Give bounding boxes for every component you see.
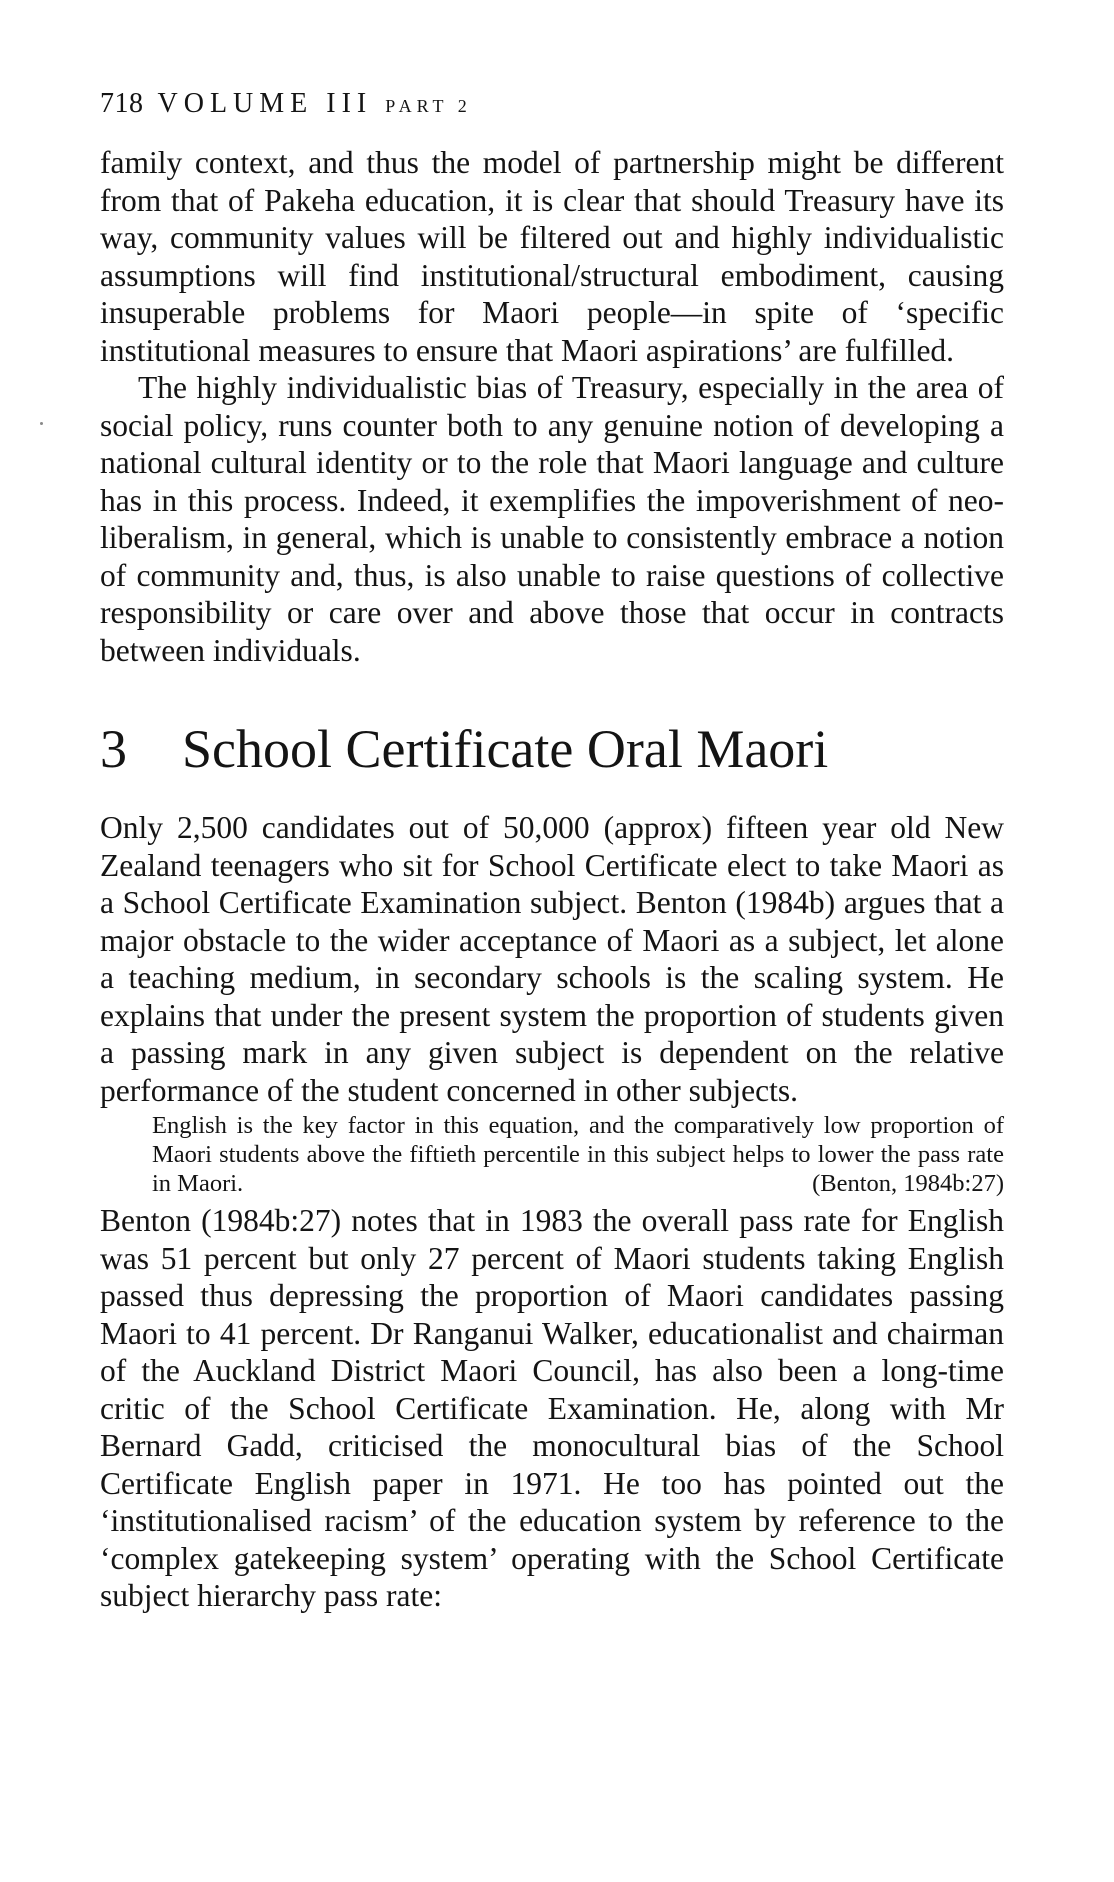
section-title: School Certificate Oral Maori	[182, 719, 829, 779]
paragraph-candidates: Only 2,500 candidates out of 50,000 (approx) fifteen year old New Zealand teenagers who sit for School Certificate elect to take Maori as a School Certificate Examination subject. Benton (1984b) argues that a major obstacle to the wider acceptance of Maori as a subject, let alone a teaching medium, in secondary schools is the scaling system. He explains that under the present system the proportion of students given a passing mark in any given subject is dependent on the relative performance of the student concerned in other subjects.	[100, 810, 1004, 1108]
section-number: 3	[100, 719, 127, 779]
part-label: PART 2	[385, 96, 472, 116]
margin-mark	[40, 422, 43, 425]
page-number: 718	[100, 88, 144, 119]
paragraph-treasury-bias: The highly individualistic bias of Treasury, especially in the area of social policy, runs counter both to any genuine notion of developing a national cultural identity or to the role that Maori language and culture has in this process. Indeed, it exemplifies the impoverishment of neo-liberalism, in general, which is unable to consistently embrace a notion of community and, thus, is also unable to raise questions of collective responsibility or care over and above those that occur in contracts between individuals.	[100, 370, 1004, 668]
document-page	[100, 88, 1004, 1615]
paragraph-continuation: family context, and thus the model of partnership might be different from that of Pakeha education, it is clear that should Treasury have its way, community values will be filtered out and highly individualistic assumptions will find institutional/structural embodiment, causing insuperable problems for Maori people—in spite of ‘specific institutional measures to ensure that Maori aspirations’ are fulfilled.	[100, 145, 1004, 368]
block-quote-text: English is the key factor in this equation, and the comparatively low proportion of Maori students above the fiftieth percentile in this subject helps to lower the pass rate in Maori.	[152, 1112, 1004, 1197]
block-quote	[152, 1111, 1004, 1198]
block-quote-citation: (Benton, 1984b:27)	[812, 1170, 1004, 1197]
paragraph-benton-notes: Benton (1984b:27) notes that in 1983 the overall pass rate for English was 51 percent but only 27 percent of Maori students taking English passed thus depressing the proportion of Maori candidates passing Maori to 41 percent. Dr Ranganui Walker, educationalist and chairman of the Auckland District Maori Council, has also been a long-time critic of the School Certificate Examination. He, along with Mr Bernard Gadd, criticised the monocultural bias of the School Certificate English paper in 1971. He too has pointed out the ‘institutionalised racism’ of the education system by reference to the ‘complex gatekeeping system’ operating with the School Certificate subject hierarchy pass rate:	[100, 1203, 1004, 1613]
running-head	[100, 88, 1004, 122]
volume-label: VOLUME III	[157, 88, 373, 119]
section-heading	[100, 719, 1004, 779]
